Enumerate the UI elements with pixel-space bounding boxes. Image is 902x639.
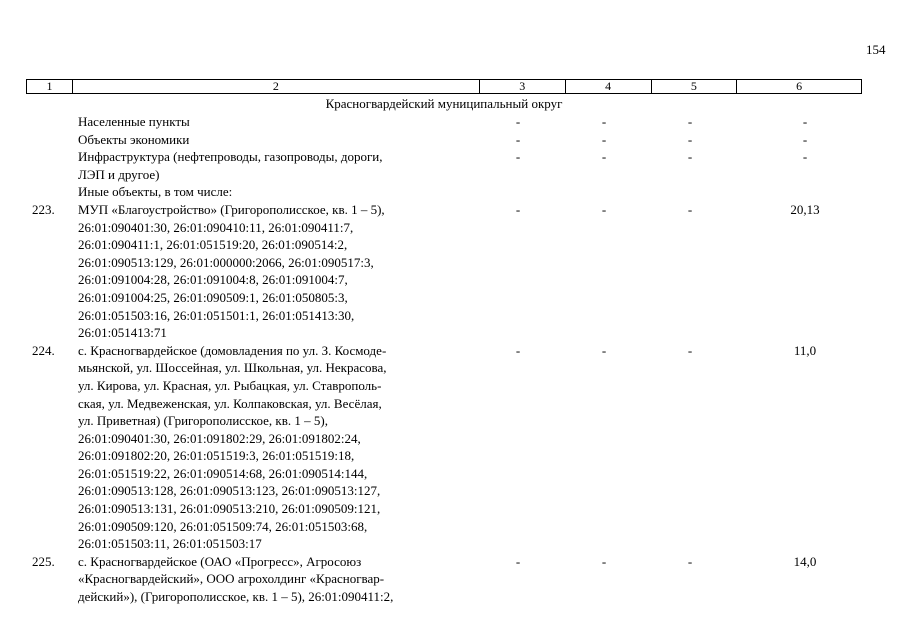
description-line: 26:01:090411:1, 26:01:051519:20, 26:01:090514:2, [78, 237, 348, 253]
row-description [78, 342, 451, 553]
cell-column-6: - [802, 114, 808, 129]
table-row [0, 183, 902, 201]
description-line: Иные объекты, в том числе: [78, 184, 233, 200]
row-description [78, 131, 451, 149]
cell-column-6: - [802, 131, 808, 147]
table-body [0, 113, 902, 606]
cell-column-6: 11,0 [793, 342, 817, 358]
row-description [78, 148, 451, 183]
description-line: МУП «Благоустройство» (Григорополисское, кв. 1 – 5), [78, 201, 385, 217]
description-line: ул. Кирова, ул. Красная, ул. Рыбацкая, ул. Ставрополь- [78, 377, 382, 393]
row-description [78, 553, 451, 606]
description-line: 26:01:051503:16, 26:01:051501:1, 26:01:051413:30, [78, 307, 355, 323]
column-header-4: 4 [566, 80, 652, 93]
cell-column-4: - [601, 201, 607, 217]
column-header-6: 6 [796, 79, 803, 93]
table-header [26, 79, 862, 94]
column-header-2: 2 [73, 80, 480, 93]
cell-column-5: - [687, 342, 693, 358]
description-line: с. Красногвардейское (домовладения по ул. З. Космоде- [78, 342, 387, 358]
cell-column-5: - [687, 131, 693, 147]
cell-column-4: - [601, 114, 607, 129]
table-row [0, 131, 902, 149]
description-line: 26:01:091802:20, 26:01:051519:3, 26:01:051519:18, [78, 448, 355, 464]
description-line: 26:01:090509:120, 26:01:051509:74, 26:01:051503:68, [78, 518, 368, 534]
table-row [0, 113, 902, 131]
table-row [0, 342, 902, 553]
description-line: «Красногвардейский», ООО агрохолдинг «Красногвар- [78, 571, 385, 587]
section-title: Красногвардейский муниципальный округ [325, 96, 563, 111]
table-row [0, 201, 902, 342]
cell-column-3: - [515, 114, 521, 129]
description-line: ская, ул. Медвеженская, ул. Колпаковская, ул. Весёлая, [78, 395, 382, 411]
row-number: 225. [32, 553, 55, 569]
column-header-5: 5 [652, 80, 738, 93]
description-line: 26:01:051519:22, 26:01:090514:68, 26:01:090514:144, [78, 465, 368, 481]
description-line: Объекты экономики [78, 131, 190, 147]
column-header-3: 3 [480, 80, 566, 93]
description-line: 26:01:090513:128, 26:01:090513:123, 26:01:090513:127, [78, 483, 381, 499]
description-line: Инфраструктура (нефтепроводы, газопроводы, дороги, [78, 149, 383, 165]
cell-column-4: - [601, 149, 607, 165]
description-line: 26:01:090513:129, 26:01:000000:2066, 26:01:090517:3, [78, 254, 374, 270]
cell-column-4: - [601, 553, 607, 569]
description-line: мьянской, ул. Шоссейная, ул. Школьная, ул. Некрасова, [78, 360, 387, 376]
cell-column-4: - [601, 131, 607, 147]
description-line: дейский»), (Григорополисское, кв. 1 – 5), 26:01:090411:2, [78, 589, 394, 605]
row-description [78, 201, 451, 342]
description-line: ЛЭП и другое) [78, 166, 160, 182]
column-header-1: 1 [27, 80, 73, 93]
row-description [78, 113, 451, 131]
cell-column-4: - [601, 342, 607, 358]
description-line: 26:01:051413:71 [78, 325, 167, 341]
row-description [78, 183, 451, 201]
description-line: 26:01:091004:28, 26:01:091004:8, 26:01:091004:7, [78, 272, 348, 288]
description-line: 26:01:090401:30, 26:01:091802:29, 26:01:091802:24, [78, 430, 361, 446]
cell-column-6: - [802, 149, 808, 165]
description-line: ул. Приветная) (Григорополисское, кв. 1 – 5), [78, 413, 328, 429]
table-row [0, 553, 902, 606]
description-line: 26:01:090401:30, 26:01:090410:11, 26:01:090411:7, [78, 219, 354, 235]
cell-column-3: - [515, 201, 521, 217]
cell-column-6: 14,0 [793, 553, 817, 569]
cell-column-3: - [515, 553, 521, 569]
cell-column-3: - [515, 131, 521, 147]
page-number: 154 [866, 42, 886, 57]
table-row [0, 148, 902, 183]
description-line: 26:01:090513:131, 26:01:090513:210, 26:01:090509:121, [78, 501, 381, 517]
cell-column-3: - [515, 149, 521, 165]
cell-column-5: - [687, 553, 693, 569]
cell-column-5: - [687, 149, 693, 165]
cell-column-3: - [515, 342, 521, 358]
cell-column-5: - [687, 114, 693, 129]
cell-column-5: - [687, 201, 693, 217]
description-line: Населенные пункты [78, 114, 190, 129]
description-line: с. Красногвардейское (ОАО «Прогресс», Агросоюз [78, 553, 362, 569]
cell-column-6: 20,13 [790, 201, 820, 217]
description-line: 26:01:091004:25, 26:01:090509:1, 26:01:050805:3, [78, 289, 348, 305]
row-number: 223. [32, 201, 55, 217]
description-line: 26:01:051503:11, 26:01:051503:17 [78, 536, 262, 552]
row-number: 224. [32, 342, 55, 358]
